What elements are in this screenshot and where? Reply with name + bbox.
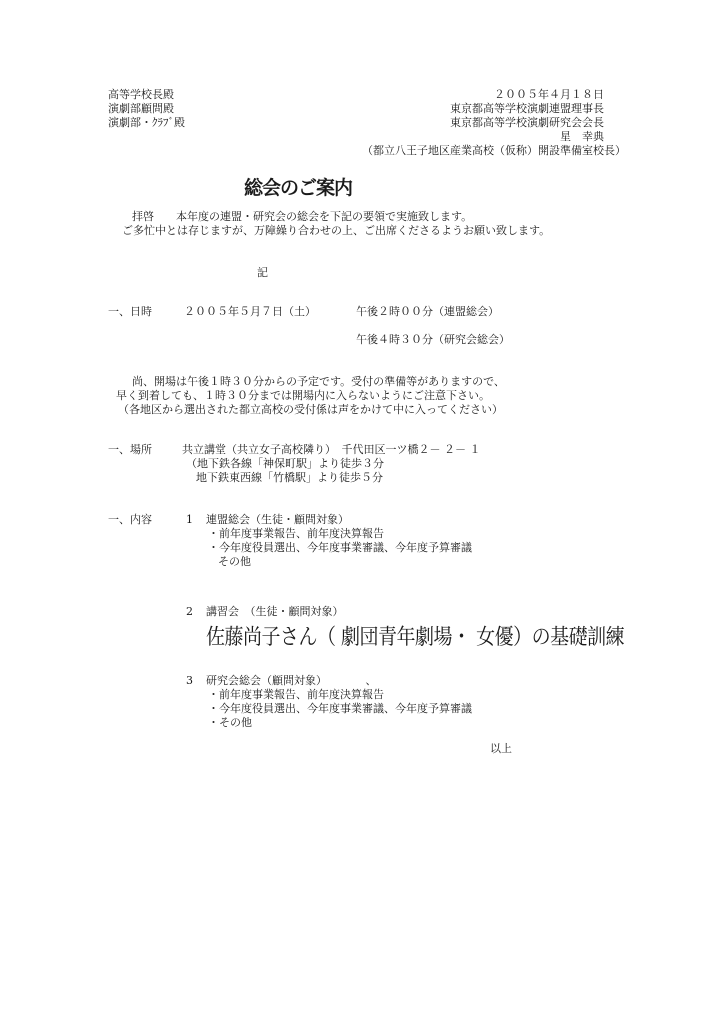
place-label: 一、場所 [108,443,152,456]
addressee-advisor: 演劇部顧問殿 [108,102,174,115]
sender-org-research: 東京都高等学校演劇研究会会長 [450,116,604,129]
item-number: 3 [186,674,193,687]
document-title: 総会のご案内 [244,177,353,199]
sender-affiliation: （都立八王子地区産業高校（仮称）開設準備室校長） [362,144,626,157]
addressee-club: 演劇部・ｸﾗﾌﾞ殿 [108,116,185,129]
access-jimbocho: （地下鉄各線「神保町駅」より徒歩３分 [186,457,384,470]
item-line: ・今年度役員選出、今年度事業審議、今年度予算審議 [208,541,472,554]
item-number: 2 [186,605,193,618]
event-date: ２００５年５月７日（土） [184,305,316,318]
item-line: その他 [218,555,251,568]
item-line: ・その他 [208,716,252,729]
item-number: 1 [186,513,193,526]
item-line: ・前年度事業報告、前年度決算報告 [208,527,384,540]
contents-label: 一、内容 [108,513,152,526]
closing-ijo: 以上 [490,742,512,755]
item-heading: 連盟総会（生徒・顧問対象） [206,513,349,526]
intro-line-2: ご多忙中とは存じますが、万障繰り合わせの上、ご出席くださるようお願い致します。 [122,224,551,237]
time-research: 午後４時３０分（研究会総会） [356,333,510,346]
item-heading: 研究会総会（顧問対象） 、 [206,674,377,687]
venue: 共立講堂（共立女子高校隣り） 千代田区一ツ橋２－ ２－ １ [182,443,481,456]
datetime-label: 一、日時 [108,305,152,318]
item-line: ・今年度役員選出、今年度事業審議、今年度予算審議 [208,702,472,715]
note-line-3: （各地区から選出された都立高校の受付係は声をかけて中に入ってください） [118,403,503,416]
time-federation: 午後２時００分（連盟総会） [356,305,499,318]
sender-name: 星 幸典 [560,130,604,143]
sender-org-federation: 東京都高等学校演劇連盟理事長 [450,102,604,115]
intro-line-1: 拝啓 本年度の連盟・研究会の総会を下記の要領で実施致します。 [132,210,473,223]
access-takebashi: 地下鉄東西線「竹橋駅」より徒歩５分 [196,471,383,484]
document-date: ２００５年４月１８日 [494,88,604,101]
item-line: ・前年度事業報告、前年度決算報告 [208,688,384,701]
item-heading: 講習会 （生徒・顧問対象） [206,605,344,618]
ki-heading: 記 [257,266,268,279]
note-line-2: 早く到着しても、１時３０分までは開場内に入らないようにご注意下さい。 [116,389,490,402]
workshop-instructor-title: 佐藤尚子さん（ 劇団青年劇場・ 女優）の基礎訓練 [206,624,625,650]
addressee-principal: 高等学校長殿 [108,88,174,101]
note-line-1: 尚、開場は午後１時３０分からの予定です。受付の準備等がありますので、 [132,375,505,388]
